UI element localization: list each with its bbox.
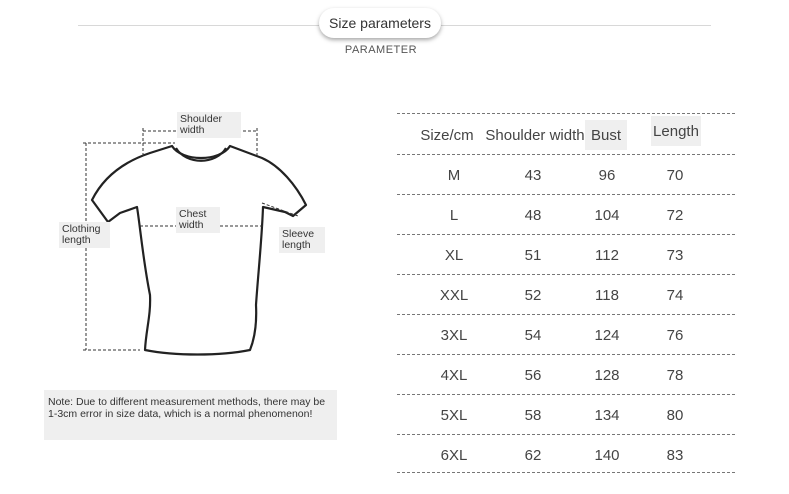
shoulder-cell: 51: [524, 246, 542, 264]
size-cell: L: [449, 206, 459, 224]
header-size: Size/cm: [420, 126, 474, 144]
size-cell: XXL: [439, 286, 469, 304]
bust-cell: 134: [594, 406, 620, 424]
table-row: [395, 435, 738, 475]
clothing-length-label: Clothing length: [59, 222, 110, 248]
bust-cell: 140: [594, 446, 620, 464]
table-separator: [397, 472, 735, 473]
header-length: Length: [651, 116, 701, 146]
measurement-note: Note: Due to different measurement methods, there may be 1-3cm error in size data, which is a normal phenomenon!: [44, 390, 337, 440]
bust-cell: 124: [594, 326, 620, 344]
table-row: [395, 355, 738, 395]
size-cell: XL: [444, 246, 464, 264]
tshirt-diagram: [0, 0, 360, 380]
table-row: [395, 275, 738, 315]
tshirt-outline: [92, 146, 306, 355]
table-separator: [397, 113, 735, 114]
length-cell: 76: [666, 326, 684, 344]
shoulder-cell: 58: [524, 406, 542, 424]
length-cell: 72: [666, 206, 684, 224]
length-cell: 70: [666, 166, 684, 184]
header-bust: Bust: [585, 120, 627, 150]
length-cell: 80: [666, 406, 684, 424]
header-title: Size parameters: [319, 8, 441, 38]
shoulder-cell: 54: [524, 326, 542, 344]
size-cell: M: [447, 166, 461, 184]
bust-cell: 118: [595, 286, 619, 304]
bust-cell: 112: [595, 246, 619, 264]
shoulder-cell: 56: [524, 366, 542, 384]
shoulder-cell: 48: [524, 206, 542, 224]
shoulder-width-label: Shoulder width: [177, 112, 241, 138]
table-row: [395, 235, 738, 275]
size-cell: 3XL: [440, 326, 468, 344]
shoulder-cell: 52: [524, 286, 542, 304]
size-cell: 6XL: [440, 446, 468, 464]
length-cell: 73: [666, 246, 684, 264]
bust-cell: 104: [594, 206, 620, 224]
header-shoulder-width: Shoulder width: [485, 126, 585, 144]
sleeve-length-label: Sleeve length: [279, 227, 325, 253]
size-cell: 5XL: [440, 406, 468, 424]
header-rule-right: [441, 25, 711, 26]
size-cell: 4XL: [440, 366, 468, 384]
table-row: [395, 195, 738, 235]
length-cell: 78: [666, 366, 684, 384]
shoulder-cell: 62: [524, 446, 542, 464]
length-cell: 83: [666, 446, 684, 464]
header-subtitle: PARAMETER: [344, 44, 418, 56]
bust-cell: 128: [594, 366, 620, 384]
shoulder-cell: 43: [524, 166, 542, 184]
chest-width-label: Chest width: [176, 207, 220, 233]
table-header-row: [395, 115, 738, 155]
table-row: [395, 155, 738, 195]
table-row: [395, 395, 738, 435]
table-row: [395, 315, 738, 355]
length-cell: 74: [666, 286, 684, 304]
bust-cell: 96: [598, 166, 616, 184]
